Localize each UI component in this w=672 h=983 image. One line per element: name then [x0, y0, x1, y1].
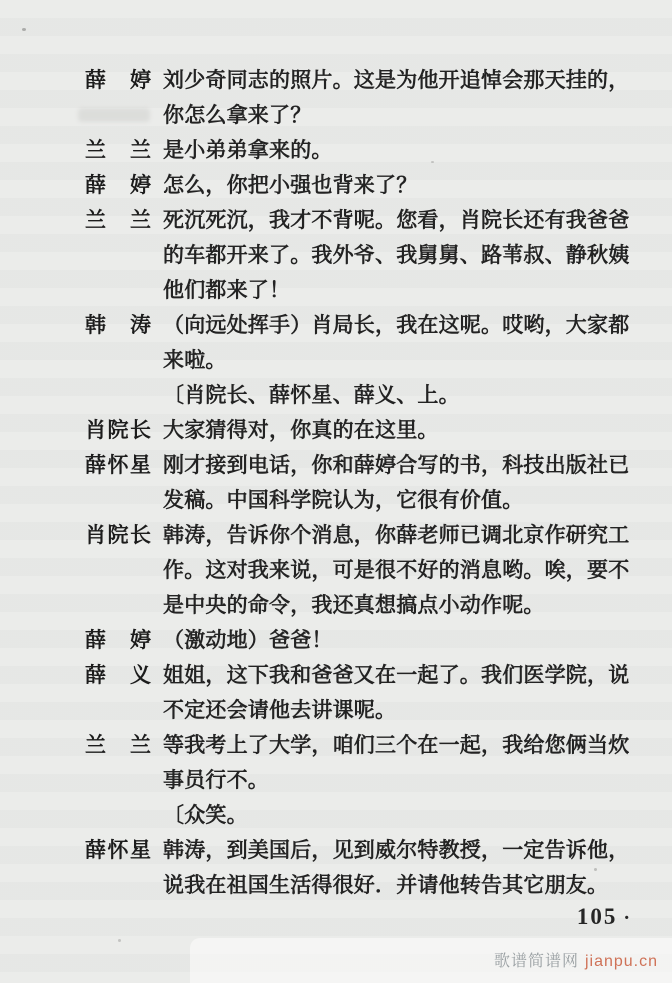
script-line — [85, 63, 645, 98]
dialogue-text: 大家猜得对，你真的在这里。 — [163, 418, 439, 442]
script-line — [85, 273, 645, 308]
script-line — [85, 168, 645, 203]
script-line — [85, 798, 645, 833]
speaker-name — [85, 378, 151, 413]
stage-direction: 〔众笑。 — [163, 803, 248, 827]
script-line — [85, 763, 645, 798]
script-line — [85, 133, 645, 168]
script-line — [85, 623, 645, 658]
dialogue-text: 的车都开来了。我外爷、我舅舅、路苇叔、静秋姨 — [163, 243, 630, 267]
speaker-name: 薛 义 — [85, 663, 151, 687]
speaker-name: 薛 婷 — [85, 628, 151, 652]
script-line — [85, 483, 645, 518]
speaker-name: 薛 婷 — [85, 173, 151, 197]
script-line — [85, 833, 645, 868]
speaker-name: 韩 涛 — [85, 313, 151, 337]
dialogue-text: 发稿。中国科学院认为，它很有价值。 — [163, 488, 524, 512]
script-line — [85, 588, 645, 623]
page-number — [577, 904, 632, 930]
speaker-name — [85, 483, 151, 518]
speaker-name — [85, 238, 151, 273]
page-number-value: 105 — [576, 904, 618, 929]
dialogue-text: （向远处挥手）肖局长，我在这呢。哎哟，大家都 — [163, 313, 630, 337]
speaker-name — [85, 693, 151, 728]
watermark-site-name: 歌谱简谱网 — [493, 953, 579, 970]
speaker-name — [85, 763, 151, 798]
dialogue-text: 你怎么拿来了？ — [163, 103, 312, 127]
dialogue-text: 刚才接到电话，你和薛婷合写的书，科技出版社已 — [163, 453, 630, 477]
speaker-name: 薛怀星 — [85, 838, 151, 862]
dialogue-text: 是小弟弟拿来的。 — [163, 138, 333, 162]
speaker-name — [85, 273, 151, 308]
dialogue-text: 来啦。 — [163, 348, 227, 372]
speaker-name: 兰 兰 — [85, 208, 151, 232]
script-line — [85, 868, 645, 903]
dialogue-text: 死沉死沉，我才不背呢。您看，肖院长还有我爸爸 — [163, 208, 630, 232]
script-line — [85, 553, 645, 588]
script-line — [85, 308, 645, 343]
speaker-name — [85, 98, 151, 133]
dialogue-text: 韩涛，到美国后，见到威尔特教授，一定告诉他， — [163, 838, 630, 862]
dialogue-text: 事员行不。 — [163, 768, 269, 792]
dialogue-text: 不定还会请他去讲课呢。 — [163, 698, 397, 722]
speaker-name: 肖院长 — [85, 418, 151, 442]
speaker-name: 薛 婷 — [85, 68, 151, 92]
speaker-name — [85, 798, 151, 833]
dialogue-text: 是中央的命令，我还真想搞点小动作呢。 — [163, 593, 545, 617]
speaker-name — [85, 588, 151, 623]
script-line — [85, 378, 645, 413]
speaker-name: 兰 兰 — [85, 138, 151, 162]
script-line — [85, 693, 645, 728]
script-line — [85, 728, 645, 763]
scan-speck — [22, 28, 26, 31]
speaker-name — [85, 868, 151, 903]
speaker-name: 兰 兰 — [85, 733, 151, 757]
speaker-name — [85, 553, 151, 588]
watermark — [494, 948, 658, 971]
script-area — [85, 63, 645, 903]
page-number-dot: · — [623, 907, 632, 929]
stage-direction: 〔肖院长、薛怀星、薛义、上。 — [163, 383, 460, 407]
dialogue-text: 怎么，你把小强也背来了？ — [163, 173, 418, 197]
script-line — [85, 413, 645, 448]
watermark-site-url: jianpu.cn — [584, 953, 658, 970]
speaker-name — [85, 343, 151, 378]
script-line — [85, 343, 645, 378]
dialogue-text: 作。这对我来说，可是很不好的消息哟。唉，要不 — [163, 558, 630, 582]
speaker-name: 肖院长 — [85, 523, 151, 547]
dialogue-text: 韩涛，告诉你个消息，你薛老师已调北京作研究工 — [163, 523, 630, 547]
script-line — [85, 98, 645, 133]
script-line — [85, 658, 645, 693]
dialogue-text: 刘少奇同志的照片。这是为他开追悼会那天挂的， — [163, 68, 630, 92]
dialogue-text: 他们都来了！ — [163, 278, 291, 302]
speaker-name: 薛怀星 — [85, 453, 151, 477]
scan-speck — [118, 939, 121, 942]
dialogue-text: 等我考上了大学，咱们三个在一起，我给您俩当炊 — [163, 733, 630, 757]
script-line — [85, 238, 645, 273]
dialogue-text: 说我在祖国生活得很好．并请他转告其它朋友。 — [163, 873, 609, 897]
dialogue-text: （激动地）爸爸！ — [163, 628, 333, 652]
script-line — [85, 448, 645, 483]
script-line — [85, 203, 645, 238]
script-line — [85, 518, 645, 553]
dialogue-text: 姐姐，这下我和爸爸又在一起了。我们医学院，说 — [163, 663, 630, 687]
